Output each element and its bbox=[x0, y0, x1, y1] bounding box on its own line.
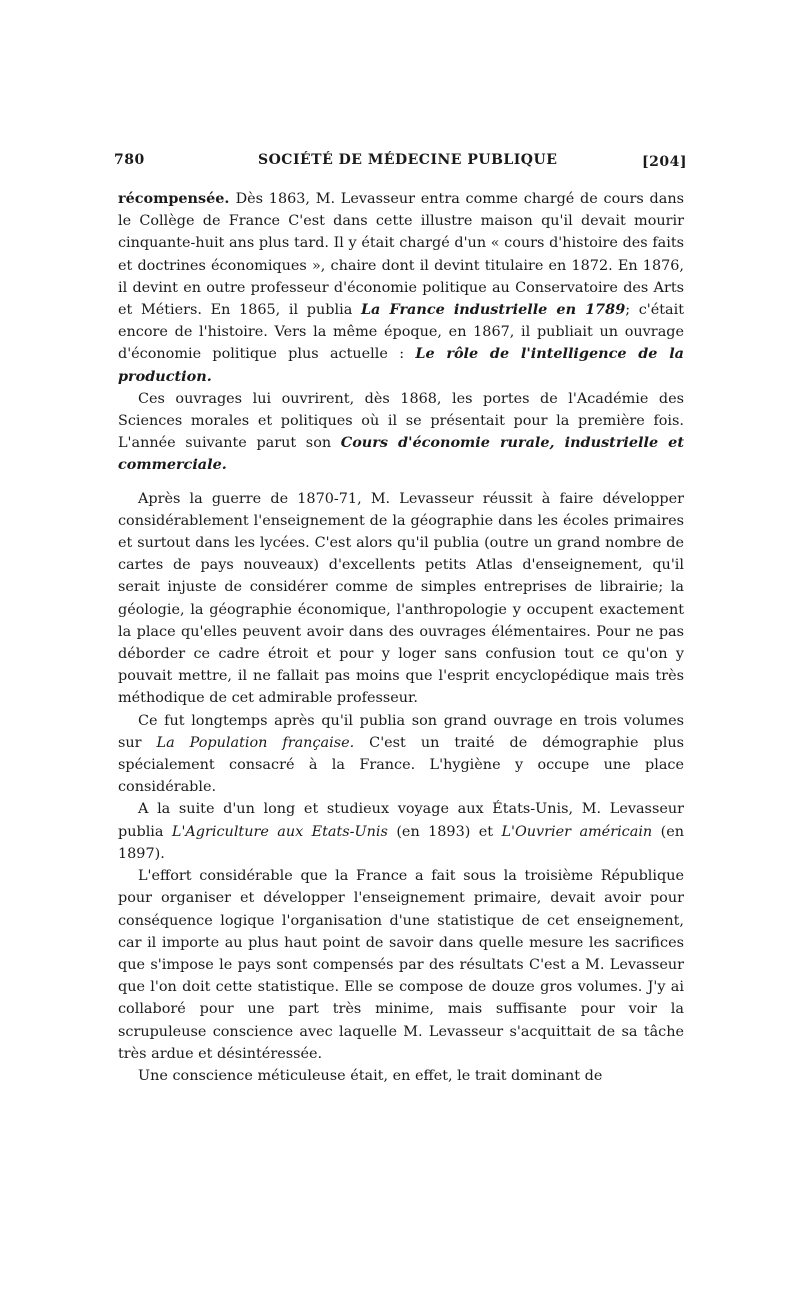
emphasis-text: Le rôle de l'intelligence de la production. bbox=[118, 345, 684, 385]
paragraph bbox=[118, 488, 684, 710]
emphasis-text: récompensée. bbox=[118, 190, 236, 207]
text-run: Dès 1863, M. Levasseur entra comme chargé de cours dans le Collège de France C'est dans cette illustre maison qu'il devait mourir cinquante-huit ans plus tard. Il y était chargé d'un « cours d'histoire des faits et doctrines économiques », chaire dont il devint titulaire en 1872. En 1876, il devint en outre professeur d'économie politique au Conservatoire des Arts et Métiers. En 1865, il publia bbox=[118, 191, 684, 319]
book-page bbox=[114, 152, 687, 1087]
emphasis-text: Cours d'économie rurale, industrielle et commerciale. bbox=[118, 434, 684, 474]
text-run: Ce fut longtemps après qu'il publia son grand ouvrage en trois volumes sur bbox=[118, 712, 684, 751]
emphasis-text: L'Agriculture aux Etats-Unis bbox=[171, 823, 388, 840]
running-title: SOCIÉTÉ DE MÉDECINE PUBLIQUE bbox=[258, 152, 558, 168]
paragraph bbox=[118, 1065, 684, 1087]
text-run: Ces ouvrages lui ouvrirent, dès 1868, les portes de l'Académie des Sciences morales et politiques où il se présentait pour la première fois. L'année suivante parut son bbox=[118, 390, 684, 452]
emphasis-text: L'Ouvrier américain bbox=[501, 823, 653, 840]
text-run: Une conscience méticuleuse était, en effet, le trait dominant de bbox=[138, 1067, 603, 1084]
emphasis-text: La Population française. bbox=[156, 734, 355, 751]
text-run: Après la guerre de 1870-71, M. Levasseur réussit à faire développer considérablement l'enseignement de la géographie dans les écoles primaires et surtout dans les lycées. C'est alors qu'il publia (outre un grand nombre de cartes de pays nouveaux) d'excellents petits Atlas d'enseignement, qu'il serait injuste de considérer comme de simples entreprises de librairie; la géologie, la géographie économique, l'anthropologie y occupent exactement la place qu'elles peuvent avoir dans des ouvrages élémentaires. Pour ne pas déborder ce cadre étroit et pour y loger sans confusion tout ce qu'on y pouvait mettre, il ne fallait pas moins que l'esprit encyclopédique mais très méthodique de cet admirable professeur. bbox=[118, 490, 684, 707]
text-run: A la suite d'un long et studieux voyage aux États-Unis, M. Levasseur publia bbox=[118, 801, 684, 840]
emphasis-text: La France industrielle en 1789 bbox=[360, 301, 626, 319]
paragraph bbox=[118, 188, 684, 388]
text-run: (en 1897). bbox=[118, 823, 685, 862]
section-number: [204] bbox=[642, 154, 687, 170]
paragraph bbox=[118, 798, 684, 865]
paragraph bbox=[118, 388, 684, 477]
text-run: L'effort considérable que la France a fait sous la troisième République pour organiser et développer l'enseignement primaire, devait avoir pour conséquence logique l'organisation d'une statistique de cet enseignement, car il importe au plus haut point de savoir dans quelle mesure les sacrifices que s'impose le pays sont compensés par des résultats C'est a M. Levasseur que l'on doit cette statistique. Elle se compose de douze gros volumes. J'y ai collaboré pour une part très minime, mais suffisante pour voir la scrupuleuse conscience avec laquelle M. Levasseur s'acquittait de sa tâche très ardue et désintéressée. bbox=[118, 868, 684, 1062]
paragraph bbox=[118, 710, 684, 799]
body-text bbox=[118, 188, 684, 1087]
text-run: ; c'était encore de l'histoire. Vers la même époque, en 1867, il publiait un ouvrage d'économie politique plus actuelle : bbox=[118, 302, 684, 363]
running-header bbox=[114, 152, 687, 178]
text-run: C'est un traité de démographie plus spécialement consacré à la France. L'hygiène y occupe une place considérable. bbox=[118, 734, 684, 796]
text-run: (en 1893) et bbox=[387, 823, 502, 840]
paragraph bbox=[118, 865, 684, 1065]
page-number: 780 bbox=[114, 152, 145, 168]
